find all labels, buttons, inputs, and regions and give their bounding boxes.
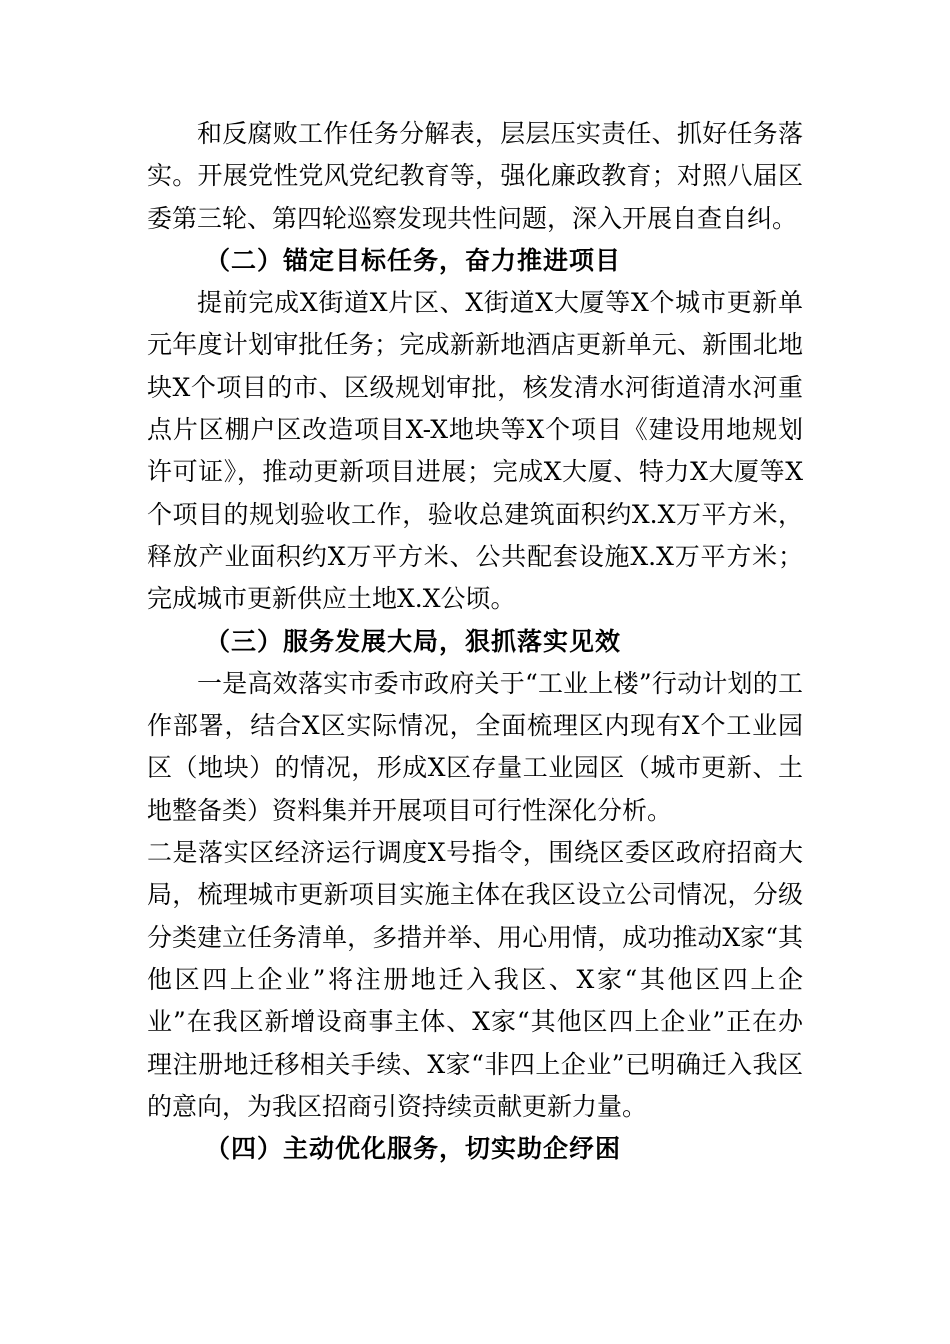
paragraph-investment: 二是落实区经济运行调度X号指令，围绕区委区政府招商大局，梳理城市更新项目实施主体在我区设立公司情况，分级分类建立任务清单，多措并举、用心用情，成功推动X家“其他区四上企业”将注册地迁入我区、X家“其他区四上企业”在我区新增设商事主体、X家“其他区四上企业”正在办理注册地迁移相关手续、X家“非四上企业”已明确迁入我区的意向，为我区招商引资持续贡献更新力量。 <box>147 838 803 1121</box>
paragraph-projects: 提前完成X街道X片区、X街道X大厦等X个城市更新单元年度计划审批任务；完成新新地酒店更新单元、新围北地块X个项目的市、区级规划审批，核发清水河街道清水河重点片区棚户区改造项目X-X地块等X个项目《建设用地规划许可证》，推动更新项目进展；完成X大厦、特力X大厦等X个项目的规划验收工作，验收总建筑面积约X.X万平方米，释放产业面积约X万平方米、公共配套设施X.X万平方米；完成城市更新供应土地X.X公顷。 <box>147 288 803 614</box>
section-heading-2: （二）锚定目标任务，奋力推进项目 <box>205 245 622 275</box>
section-heading-3: （三）服务发展大局，狠抓落实见效 <box>205 626 622 656</box>
document-page <box>147 113 803 1170</box>
paragraph-anticorruption: 和反腐败工作任务分解表，层层压实责任、抓好任务落实。开展党性党风党纪教育等，强化廉政教育；对照八届区委第三轮、第四轮巡察发现共性问题，深入开展自查自纠。 <box>147 119 803 233</box>
section-heading-4: （四）主动优化服务，切实助企纾困 <box>205 1134 622 1164</box>
paragraph-industry-upstairs: 一是高效落实市委市政府关于“工业上楼”行动计划的工作部署，结合X区实际情况，全面梳理区内现有X个工业园区（地块）的情况，形成X区存量工业园区（城市更新、土地整备类）资料集并开展项目可行性深化分析。 <box>147 668 803 825</box>
